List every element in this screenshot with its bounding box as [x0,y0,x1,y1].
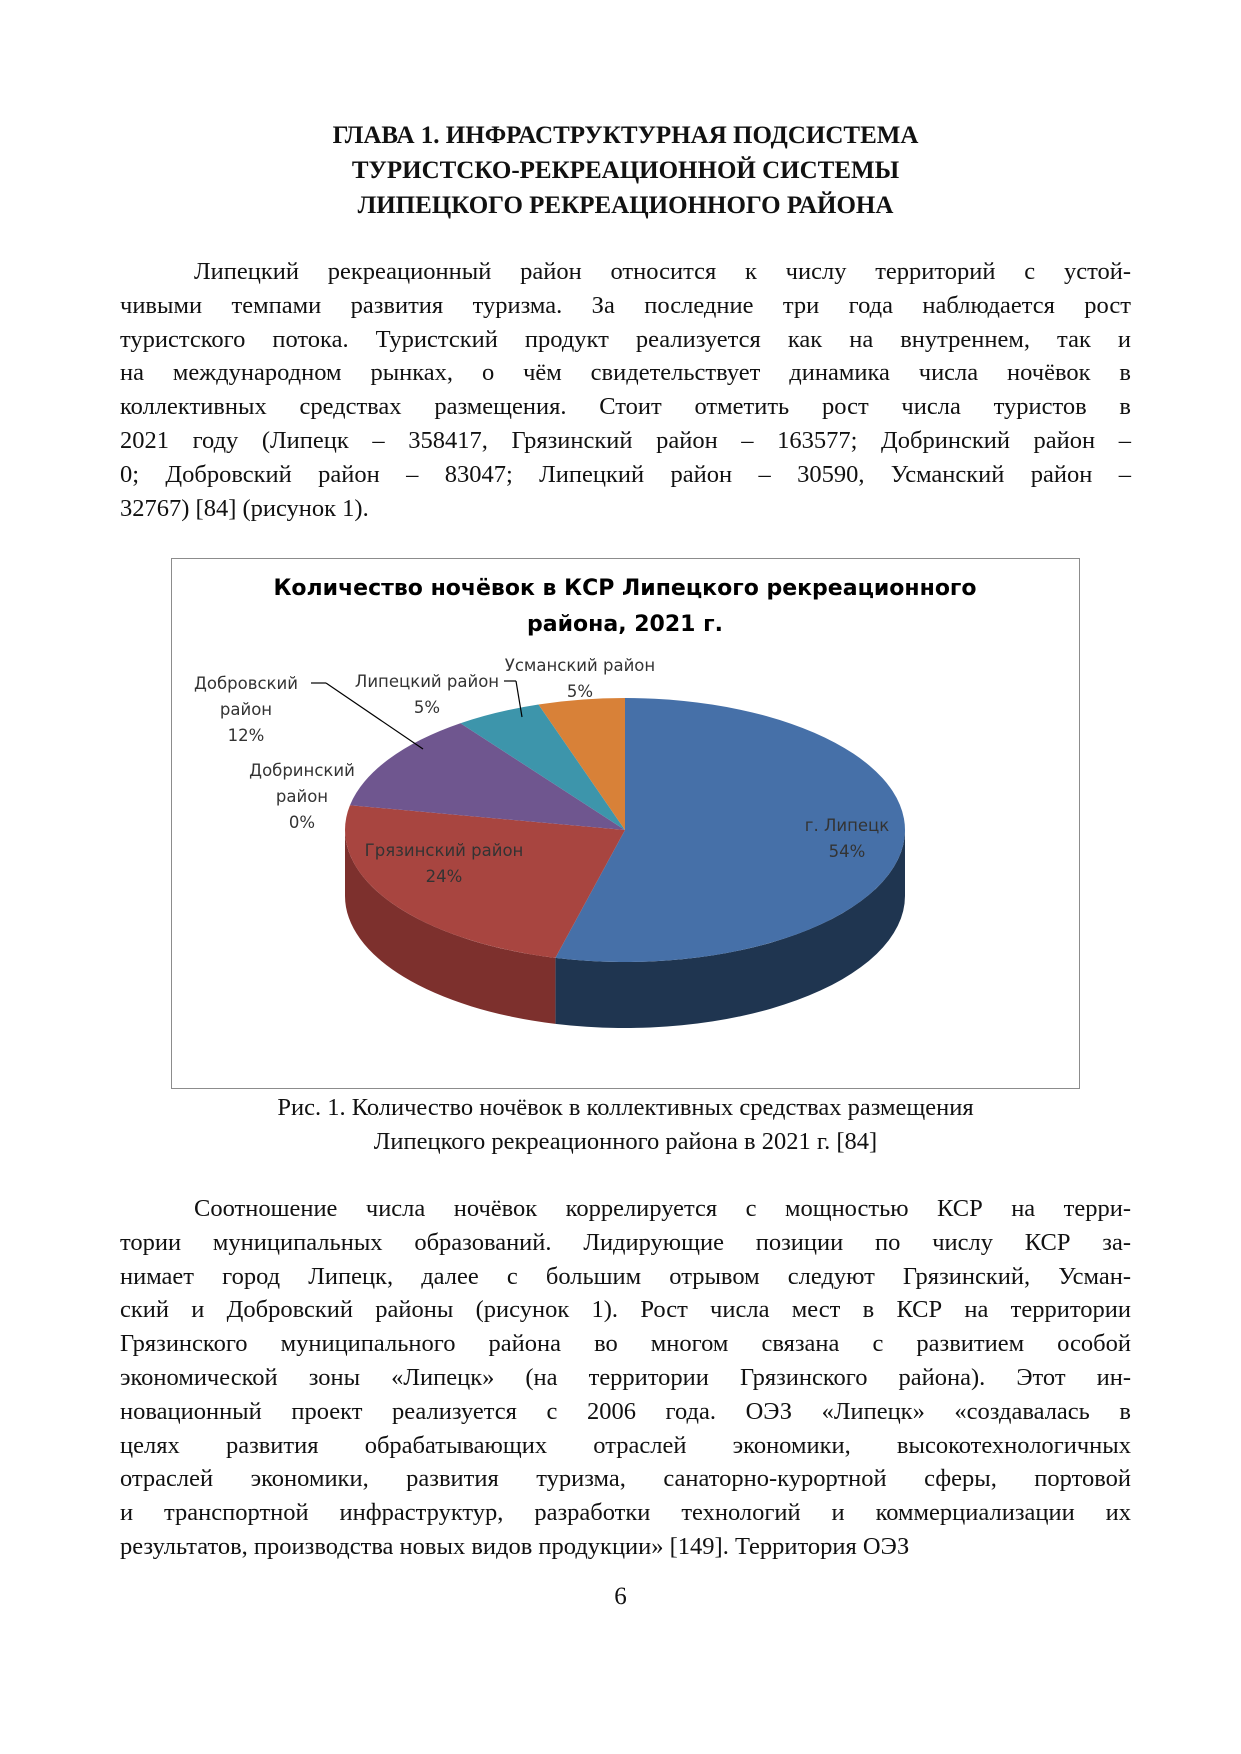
text-line: коллективных средствах размещения. Стоит отметить рост числа туристов в [120,393,1131,421]
data-label: 54% [828,842,866,861]
data-label: 5% [566,682,594,701]
paragraph-2 [120,1192,1131,1564]
data-label: 0% [288,813,316,832]
text-line: отраслей экономики, развития туризма, санаторно-курортной сферы, портовой [120,1465,1131,1493]
text-line: Липецкий рекреационный район относится к числу территорий с устой- [194,258,1131,285]
text-line: экономической зоны «Липецк» (на территории Грязинского района). Этот ин- [120,1363,1131,1391]
chapter-heading [120,118,1131,223]
text-line: туристского потока. Туристский продукт реализуется как на внутреннем, так и [120,325,1131,353]
text-line: целях развития обрабатывающих отраслей экономики, высокотехнологичных [120,1431,1131,1459]
data-label: 12% [227,726,265,745]
caption-line: Рис. 1. Количество ночёвок в коллективных средствах размещения [277,1094,974,1121]
paragraph-1 [120,255,1131,525]
heading-line: ЛИПЕЦКОГО РЕКРЕАЦИОННОГО РАЙОНА [357,192,894,219]
text-line: новационный проект реализуется с 2006 года. ОЭЗ «Липецк» «создавалась в [120,1397,1131,1425]
text-line: 0; Добровский район – 83047; Липецкий район – 30590, Усманский район – [120,460,1131,488]
data-label: Добринский [249,761,355,780]
data-label: 5% [413,698,441,717]
data-label: Усманский район [504,656,656,675]
page-number: 6 [614,1583,627,1610]
data-label: Липецкий район [354,672,500,691]
text-line: нимает город Липецк, далее с большим отрывом следуют Грязинский, Усман- [120,1262,1131,1290]
heading-line: ТУРИСТСКО-РЕКРЕАЦИОННОЙ СИСТЕМЫ [351,157,900,184]
caption-line: Липецкого рекреационного района в 2021 г. [84] [373,1128,878,1155]
data-label: Добровский [194,674,298,693]
data-label: г. Липецк [804,816,890,835]
text-line: тории муниципальных образований. Лидирующие позиции по числу КСР за- [120,1228,1131,1256]
text-line: результатов, производства новых видов продукции» [149]. Территория ОЭЗ [120,1532,910,1560]
text-line: Соотношение числа ночёвок коррелируется с мощностью КСР на терри- [194,1195,1131,1222]
text-line: ский и Добровский районы (рисунок 1). Рост числа мест в КСР на территории [120,1296,1131,1324]
text-line: и транспортной инфраструктур, разработки технологий и коммерциализации их [120,1499,1131,1527]
chart-title: района, 2021 г. [527,612,723,637]
text-line: Грязинского муниципального района во многом связана с развитием особой [120,1330,1131,1358]
text-line: на международном рынках, о чём свидетельствует динамика числа ночёвок в [120,359,1131,387]
text-line: чивыми темпами развития туризма. За последние три года наблюдается рост [120,291,1131,319]
data-label: Грязинский район [364,841,524,860]
pie-chart-svg [172,559,1078,1087]
pie-chart [171,558,1080,1089]
leader-line [326,683,423,749]
figure-caption [120,1091,1131,1159]
heading-line: ГЛАВА 1. ИНФРАСТРУКТУРНАЯ ПОДСИСТЕМА [332,122,919,149]
data-label: район [219,700,273,719]
chart-title: Количество ночёвок в КСР Липецкого рекреационного [273,576,977,601]
text-line: 2021 году (Липецк – 358417, Грязинский район – 163577; Добринский район – [120,426,1131,454]
data-label: 24% [425,867,463,886]
text-line: 32767) [84] (рисунок 1). [120,494,369,522]
data-label: район [275,787,329,806]
